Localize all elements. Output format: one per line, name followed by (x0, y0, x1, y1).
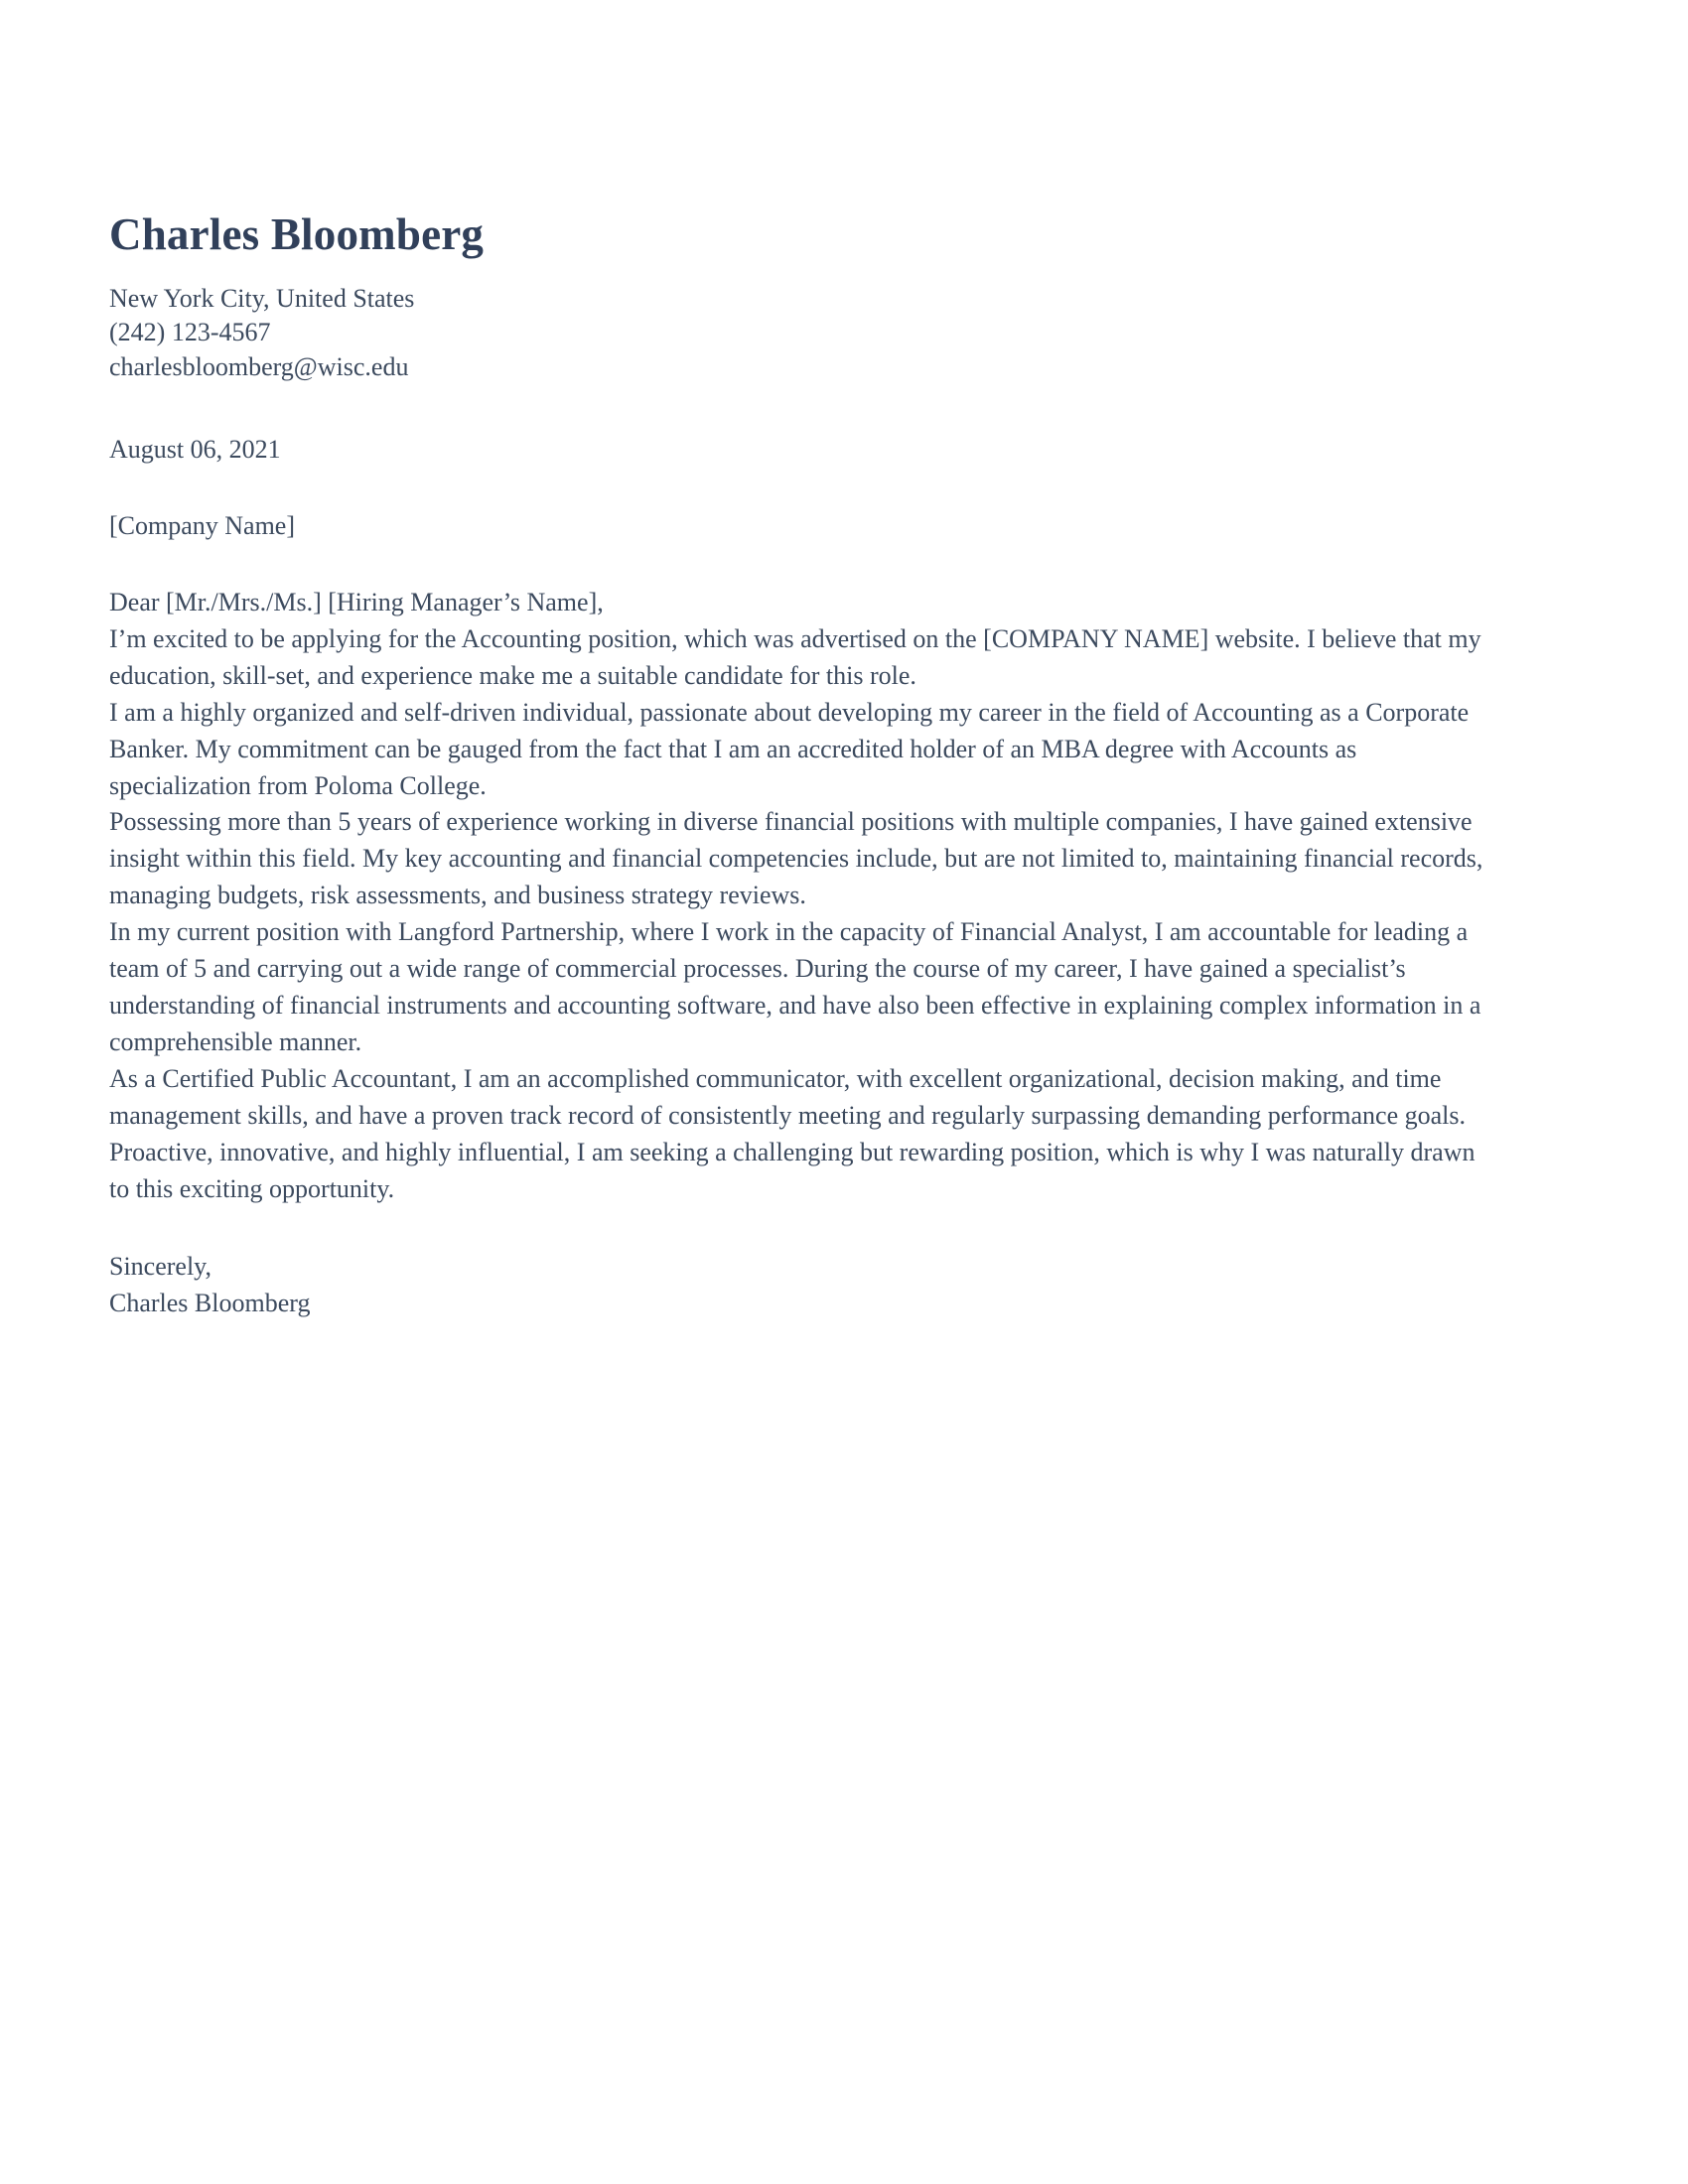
page-title: Charles Bloomberg (109, 209, 485, 259)
salutation: Dear [Mr./Mrs./Ms.] [Hiring Manager’s Name], (109, 588, 604, 617)
cover-letter-body (109, 210, 1559, 1322)
contact-location: New York City, United States (109, 283, 415, 313)
body-paragraph-4: In my current position with Langford Partnership, where I work in the capacity of Financial Analyst, I am accountable for leading a team of 5 and carrying out a wide range of commercial processes. During the course of my career, I have gained a specialist’s understanding of financial instruments and accounting software, and have also been effective in explaining complex information in a comprehensible manner. (109, 917, 1481, 1056)
signature-block (109, 1249, 1559, 1322)
signature-name: Charles Bloomberg (109, 1289, 311, 1318)
letter-date: August 06, 2021 (109, 435, 281, 465)
contact-phone: (242) 123-4567 (109, 318, 271, 347)
body-paragraph-2: I am a highly organized and self-driven individual, passionate about developing my career in the field of Accounting as a Corporate Banker. My commitment can be gauged from the fact that I am an accredited holder of an MBA degree with Accounts as specialization from Poloma College. (109, 697, 1470, 800)
body-paragraph-3: Possessing more than 5 years of experience working in diverse financial positions with multiple companies, I have gained extensive insight within this field. My key accounting and financial competencies include, but are not limited to, maintaining financial records, managing budgets, risk assessments, and business strategy reviews. (109, 807, 1483, 910)
closing-salutation: Sincerely, (109, 1252, 211, 1282)
recipient-company: [Company Name] (109, 511, 296, 541)
body-paragraph-5: As a Certified Public Accountant, I am an accomplished communicator, with excellent organizational, decision making, and time management skills, and have a proven track record of consistently meeting and regularly surpassing demanding performance goals. (109, 1063, 1467, 1130)
contact-details (109, 282, 1559, 385)
body-paragraph-6: Proactive, innovative, and highly influential, I am seeking a challenging but rewarding position, which is why I was naturally drawn to this exciting opportunity. (109, 1137, 1476, 1203)
body-paragraph-1: I’m excited to be applying for the Accounting position, which was advertised on the [COMPANY NAME] website. I believe that my education, skill-set, and experience make me a suitable candidate for this role. (109, 623, 1481, 690)
contact-email: charlesbloomberg@wisc.edu (109, 351, 409, 381)
